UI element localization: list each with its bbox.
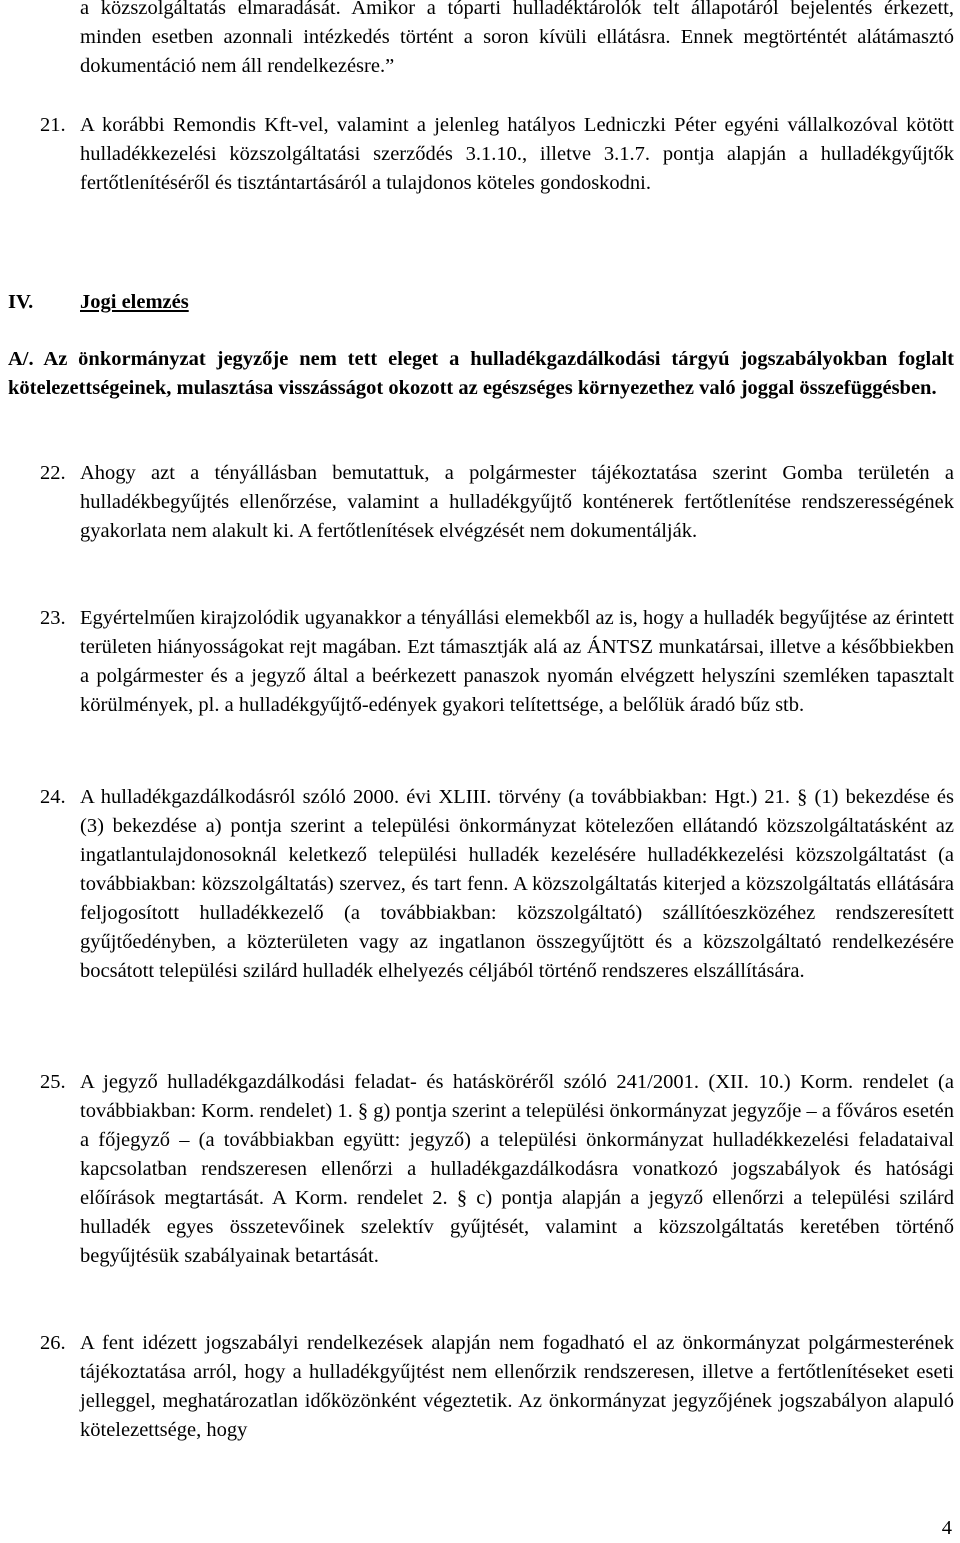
- page-number: 4: [941, 1517, 952, 1539]
- paragraph-26: [8, 1329, 954, 1445]
- paragraph-21: [8, 111, 954, 198]
- paragraph-text: A korábbi Remondis Kft-vel, valamint a jelenleg hatályos Ledniczki Péter egyéni vállalkozóval kötött hulladékkezelési közszolgáltatási szerződés 3.1.10., illetve 3.1.7. pontja alapján a hulladékgyűjtők fertőtlenítéséről és tisztántartásáról a tulajdonos köteles gondoskodni.: [80, 114, 954, 194]
- section-number: IV.: [8, 291, 34, 313]
- paragraph-text: A hulladékgazdálkodásról szóló 2000. évi XLIII. törvény (a továbbiakban: Hgt.) 21. § (1) bekezdése és (3) bekezdése a) pontja szerint a települési önkormányzat kötelezően ellátandó közszolgáltatásként az ingatlantulajdonosoknál keletkező települési hulladék kezelésére hulladékkezelési közszolgáltatást (a továbbiakban: közszolgáltatás) szervez, és tart fenn. A közszolgáltatás kiterjed a közszolgáltatás ellátására feljogosított hulladékkezelő (a továbbiakban: közszolgáltató) szállítóeszközéhez rendszeresített gyűjtőedényben, a közterületen vagy az ingatlanon összegyűjtött és a közszolgáltató rendelkezésére bocsátott települési szilárd hulladék elhelyezés céljából történő rendszeres elszállítására.: [80, 786, 954, 982]
- paragraph-22: [8, 459, 954, 546]
- paragraph-number: 25.: [40, 1071, 66, 1093]
- paragraph-number: 23.: [40, 607, 66, 629]
- paragraph-number: 26.: [40, 1332, 66, 1354]
- paragraph-24: [8, 783, 954, 986]
- paragraph-text: A fent idézett jogszabályi rendelkezések alapján nem fogadható el az önkormányzat polgármesterének tájékoztatása arról, hogy a hulladékgyűjtést nem ellenőrzik rendszeresen, illetve a fertőtlenítéseket eseti jelleggel, meghatározatlan időközönként végeztetik. Az önkormányzat jegyzőjének jogszabályon alapuló kötelezettsége, hogy: [80, 1332, 954, 1441]
- paragraph-number: 24.: [40, 786, 66, 808]
- intro-paragraph: a közszolgáltatás elmaradását. Amikor a tóparti hulladéktárolók telt állapotáról bejelentés érkezett, minden esetben azonnali intézkedés történt a soron kívüli ellátásra. Ennek megtörténtét alátámasztó dokumentáció nem áll rendelkezésre.”: [80, 0, 954, 77]
- paragraph-text: Ahogy azt a tényállásban bemutattuk, a polgármester tájékoztatása szerint Gomba területén a hulladékbegyűjtés ellenőrzése, valamint a hulladékgyűjtő konténerek fertőtlenítése rendszerességének gyakorlata nem alakult ki. A fertőtlenítések elvégzését nem dokumentálják.: [80, 462, 954, 542]
- paragraph-number: 21.: [40, 114, 66, 136]
- paragraph-23: [8, 604, 954, 720]
- section-title: Jogi elemzés: [80, 291, 189, 313]
- finding-statement: A/. Az önkormányzat jegyzője nem tett eleget a hulladékgazdálkodási tárgyú jogszabályokban foglalt kötelezettségeinek, mulasztása visszásságot okozott az egészséges környezethez való joggal összefüggésben.: [8, 348, 954, 399]
- paragraph-number: 22.: [40, 462, 66, 484]
- paragraph-text: Egyértelműen kirajzolódik ugyanakkor a tényállási elemekből az is, hogy a hulladék begyűjtése az érintett területen hiányosságokat rejt magában. Ezt támasztják alá az ÁNTSZ munkatársai, illetve a későbbiekben a polgármester és a jegyző által a beérkezett panaszok nyomán elvégzett helyszíni szemléken tapasztalt körülmények, pl. a hulladékgyűjtő-edények gyakori telítettsége, a belőlük áradó bűz stb.: [80, 607, 954, 716]
- paragraph-text: A jegyző hulladékgazdálkodási feladat- és hatásköréről szóló 241/2001. (XII. 10.) Korm. rendelet (a továbbiakban: Korm. rendelet) 1. § g) pontja szerint a települési önkormányzat jegyzője – a főváros esetén a főjegyző – (a továbbiakban együtt: jegyző) a települési önkormányzat hulladékkezelési feladataival kapcsolatban rendszeresen ellenőrzi a hulladékgazdálkodásra vonatkozó jogszabályok és hatósági előírások megtartását. A Korm. rendelet 2. § c) pontja alapján a jegyző ellenőrzi a települési szilárd hulladék egyes összetevőinek szelektív gyűjtését, valamint a közszolgáltatás keretében történő begyűjtésük szabályainak betartását.: [80, 1071, 954, 1267]
- paragraph-25: [8, 1068, 954, 1271]
